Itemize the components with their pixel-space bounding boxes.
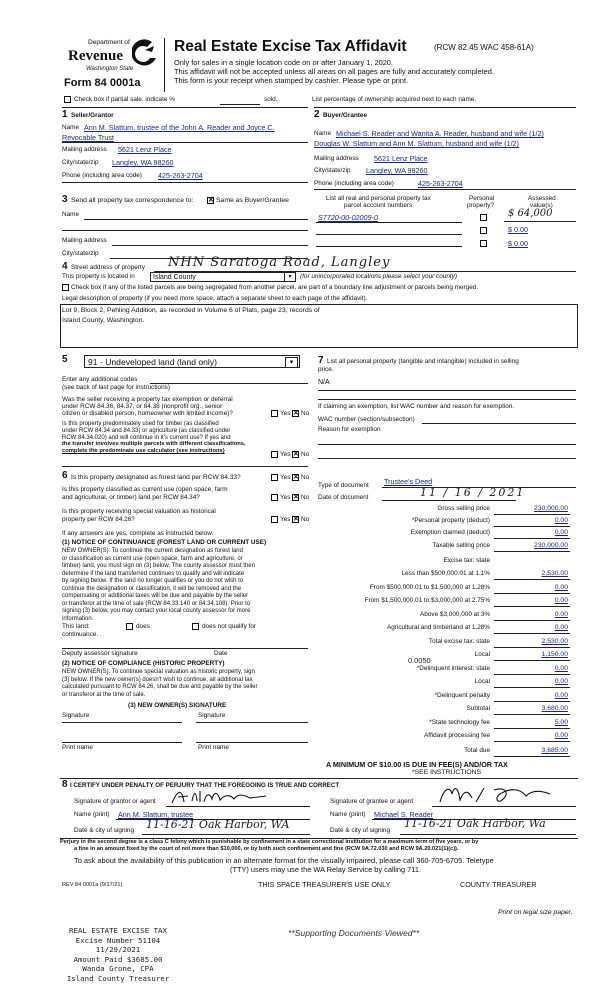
minimum-due-note: A MINIMUM OF $10.00 IS DUE IN FEE(S) AND/OR TAX xyxy=(326,760,508,769)
deputy-signature-label: Deputy assessor signature xyxy=(62,650,138,657)
q-current-use-2: and agricultural, or timber) land per RCW 84.34? xyxy=(62,494,200,501)
perjury-note-1: Perjury in the second degree is a class C felony which is punishable by confinement in a state correctional institution for a maximum term of five years, or by xyxy=(60,839,479,845)
grantor-name-label: Name (print) xyxy=(74,811,110,818)
codes-label-2: (see back of last page for instructions) xyxy=(62,384,170,391)
tax-row-value[interactable]: 3,680.00 xyxy=(541,705,568,712)
located-label: This property is located in xyxy=(62,273,135,280)
county-treasurer-label: COUNTY TREASURER xyxy=(460,880,537,889)
rcw-citation: (RCW 82.45 WAC 458-61A) xyxy=(434,43,534,52)
stamp-line: REAL ESTATE EXCISE TAX xyxy=(69,926,167,935)
boundary-checkbox[interactable] xyxy=(62,284,69,291)
treasurer-use-label: THIS SPACE TREASURER'S USE ONLY xyxy=(258,880,391,889)
grantor-name-field[interactable]: Ann M. Slattum, trustee xyxy=(118,810,194,819)
street-address-label: Street address of property xyxy=(71,264,145,271)
personal-head-1: Personal xyxy=(469,195,495,202)
buyer-name-label: Name xyxy=(314,130,332,137)
buyer-phone-label: Phone (including area code) xyxy=(314,180,394,187)
county-select[interactable] xyxy=(150,272,296,282)
timber-no-checkbox[interactable]: ✕ xyxy=(293,451,299,458)
exemption-reason-label: Reason for exemption xyxy=(318,426,381,433)
wac-number-label: WAC number (section/subsection) xyxy=(318,416,415,423)
seller-phone-label: Phone (including area code) xyxy=(62,172,142,179)
notice-line: by signing below. If the land no longer qualifies or you do not wish to xyxy=(62,578,244,584)
same-as-buyer-label: Same as Buyer/Grantee xyxy=(216,197,289,204)
tax-row-label: *Personal property (deduct) xyxy=(411,517,490,524)
personal-property-label-1: List all personal property (tangible and intangible) included in selling xyxy=(327,358,519,365)
section3-addr-label: Mailing address xyxy=(62,237,107,244)
chevron-down-icon[interactable]: ▾ xyxy=(284,273,295,281)
legal-desc-line-1: Lot 9, Block 2, Pehling Addition, as recorded in Volume 6 of Plats, page 23, records of xyxy=(62,307,320,314)
header-note-2: This affidavit will not be accepted unless all areas on all pages are fully and accurately completed. xyxy=(174,67,494,76)
seller-phone-field[interactable]: 425-263-2704 xyxy=(158,171,203,180)
tax-row-value[interactable]: 2,530.00 xyxy=(541,638,568,645)
stamp-line: Island County Treasurer xyxy=(66,973,170,983)
doc-type-label: Type of document xyxy=(318,482,369,489)
tax-row-value[interactable]: 230,000.00 xyxy=(533,505,568,512)
state-label: Washington State xyxy=(86,66,134,72)
tax-row-label: Subtotal xyxy=(466,705,490,712)
dept-label: Department of xyxy=(88,39,130,46)
notice-line: calculated pursuant to RCW 84.26, shall be due and payable by the seller xyxy=(62,684,258,690)
tax-row-label: Gross selling price xyxy=(437,505,490,512)
timber-yes-checkbox[interactable] xyxy=(271,451,278,458)
alt-format-note-1: To ask about the availability of this publication in an alternate format for the visually impaired, please call 360-705-6705. Teletype xyxy=(74,856,494,865)
ownership-note: List percentage of ownership acquired next to each name. xyxy=(312,96,477,103)
this-land-label: This land: xyxy=(62,623,90,630)
section3-city-label: City/state/zip xyxy=(62,250,99,257)
personal-property-checkbox-2[interactable] xyxy=(480,227,487,234)
owner-signature-label-1: Signature xyxy=(62,712,90,719)
continuance-label: continuance. xyxy=(62,631,99,638)
current-use-no-checkbox[interactable]: ✕ xyxy=(293,494,299,501)
q-exemption-2: under RCW 84.36, 84.37, or 84.38 (nonprofit org., senior xyxy=(62,403,223,410)
tax-row-label: Exemption claimed (deduct) xyxy=(410,529,490,536)
tax-row-value[interactable]: 0.00 xyxy=(554,692,568,699)
personal-head-2: property? xyxy=(467,202,494,209)
stamp-line: Amount Paid $3685.00 xyxy=(73,954,163,964)
certify-statement: I CERTIFY UNDER PENALTY OF PERJURY THAT THE FOREGOING IS TRUE AND CORRECT xyxy=(70,782,340,789)
tax-row-value[interactable]: 0.00 xyxy=(554,597,568,604)
see-instructions: *SEE INSTRUCTIONS xyxy=(412,769,482,776)
form-title: Real Estate Excise Tax Affidavit xyxy=(174,38,407,55)
notice-line: compensating or additional taxes will be due and payable by the seller xyxy=(62,593,249,599)
seller-name-field-2[interactable]: Revocable Trust xyxy=(62,133,114,142)
section3-label: Send all property tax correspondence to: xyxy=(71,197,194,204)
assessed-value-1[interactable]: $ 64,000 xyxy=(508,208,553,219)
grantee-signature-label: Signature of grantee or agent xyxy=(330,798,414,805)
notice-line: information. xyxy=(62,615,94,622)
forest-yes-checkbox[interactable] xyxy=(271,474,278,481)
doc-date-field[interactable]: 11 / 16 / 2021 xyxy=(420,486,526,499)
parcel-head-2: parcel account numbers xyxy=(344,202,413,209)
tax-row-label: Affidavit processing fee xyxy=(424,732,490,739)
tax-row-value[interactable]: 2,530.00 xyxy=(541,570,568,577)
codes-label-1: Enter any additional codes xyxy=(62,376,138,383)
personal-property-value[interactable]: N/A xyxy=(318,379,330,386)
land-does-not-label: does not qualify for xyxy=(202,623,256,630)
form-revision: REV 84 0001a (9/17/21) xyxy=(62,882,123,888)
land-use-select[interactable] xyxy=(84,355,300,368)
tax-row-value[interactable]: 0.00 xyxy=(554,611,568,618)
q-current-use-1: Is this property classified as current use (open space, farm xyxy=(62,486,228,493)
q-instructions: If any answers are yes, complete as instructed below. xyxy=(62,530,214,537)
tax-row-value[interactable]: 0.00 xyxy=(554,665,568,672)
boundary-label: Check box if any of the listed parcels are being segregated from another parcel, are part of a boundary line adjustment or parcels being merged. xyxy=(71,284,479,291)
tax-row-label: Taxable selling price xyxy=(432,542,490,549)
tax-row-value[interactable]: 5.00 xyxy=(554,719,568,726)
assessed-head-1: Assessed xyxy=(528,195,556,202)
supporting-docs-stamp: **Supporting Documents Viewed** xyxy=(288,928,420,938)
personal-property-checkbox-1[interactable] xyxy=(480,214,487,221)
buyer-addr-field[interactable]: 5621 Lenz Place xyxy=(374,154,428,163)
grantee-name-label: Name (print) xyxy=(330,811,366,818)
owner-signature-label-2: Signature xyxy=(198,712,226,719)
stamp-line: Excise Number 51104 xyxy=(75,935,161,945)
q-timber-5: complete the predominate use calculator (see instructions) xyxy=(62,448,225,454)
seller-addr-field[interactable]: 5621 Lenz Place xyxy=(118,145,172,154)
partial-sale-label: Check box if partial sale, indicate % xyxy=(74,96,175,103)
street-address-field[interactable]: NHN Saratoga Road, Langley xyxy=(168,255,391,270)
grantee-date-city-field[interactable]: 11-16-21 Oak Harbor, Wa xyxy=(404,817,546,830)
tax-row-label: From $500,000.01 to $1,500,000 at 1.28% xyxy=(369,584,490,591)
land-does-checkbox[interactable] xyxy=(126,623,133,630)
tax-row-label: Total due xyxy=(464,747,490,754)
forest-no-checkbox[interactable]: ✕ xyxy=(293,474,299,481)
buyer-addr-label: Mailing address xyxy=(314,155,359,162)
parcel-number-field[interactable]: S7720-00-02009-0 xyxy=(318,213,378,222)
q-timber-2: under RCW 84.34 and 84.33) or agriculture (as classified under xyxy=(62,428,231,434)
seller-name-label: Name xyxy=(62,124,80,131)
seller-addr-label: Mailing address xyxy=(62,146,107,153)
seller-heading: Seller/Grantor xyxy=(71,112,114,119)
new-owner-signature-heading: (3) NEW OWNER(S) SIGNATURE xyxy=(128,702,227,709)
q-exemption-1: Was the seller receiving a property tax exemption or deferral xyxy=(62,396,233,403)
current-use-yes-checkbox[interactable] xyxy=(271,494,278,501)
doc-type-field[interactable]: Trustee's Deed xyxy=(384,477,433,486)
partial-sale-checkbox[interactable] xyxy=(64,96,71,103)
doc-date-label: Date of document xyxy=(318,494,369,501)
tax-row-label: *State technology fee xyxy=(429,719,490,726)
notice-line: (3) below. If the new owner(s) doesn't wish to continue, all additional tax xyxy=(62,676,253,683)
exemption-yes-checkbox[interactable] xyxy=(271,410,278,417)
dor-logo-icon xyxy=(132,38,158,72)
buyer-name-field-2[interactable]: Douglas W. Slattum and Ann M. Slattum, husband and wife (1/2) xyxy=(314,139,519,148)
exemption-claim-label: If claiming an exemption, list WAC number and reason for exemption. xyxy=(318,403,515,410)
owner-print-label-2: Print name xyxy=(198,744,229,751)
historic-no-checkbox[interactable]: ✕ xyxy=(293,516,299,523)
same-as-buyer-checkbox[interactable]: ✕ xyxy=(208,197,214,204)
buyer-heading: Buyer/Grantee xyxy=(323,112,368,119)
grantor-signature[interactable] xyxy=(170,787,270,807)
header-note-3: This form is your receipt when stamped by cashier. Please type or print. xyxy=(174,76,409,85)
notice-line: signing (3) below, you may contact your local county assessor for more xyxy=(62,608,251,614)
notice-line: or transferor at the time of sale. xyxy=(62,691,146,698)
grantor-date-label: Date & city of signing xyxy=(74,827,135,834)
land-use-value: 91 - Undeveloped land (land only) xyxy=(88,357,217,367)
tax-row-label: Agricultural and timberland at 1.28% xyxy=(386,624,490,631)
grantee-name-field[interactable]: Michael S. Reader xyxy=(374,810,434,819)
q-timber-4: the transfer involves multiple parcels with different classifications, xyxy=(62,441,246,447)
land-does-label: does xyxy=(136,623,150,630)
q-historic-2: property per RCW 84.26? xyxy=(62,516,135,523)
tax-row-label: *Delinquent penalty xyxy=(434,692,490,699)
historic-yes-checkbox[interactable] xyxy=(271,516,278,523)
tax-row-label: Local xyxy=(474,651,490,658)
notice-line: or transferor at the time of sale (RCW 84.33.140 or 84.34.108). Prior to xyxy=(62,600,251,607)
perjury-note-2: a fine in an amount fixed by the court of not more than $10,000, or by both such confinement and fine (RCW 9A.72.030 and RCW 9A.20.021(1)(c)). xyxy=(74,846,459,852)
unincorporated-note: (for unincorporated locations please select your county) xyxy=(300,273,458,280)
county-value: Island County xyxy=(153,274,196,281)
tax-row-label: Total excise tax: state xyxy=(428,638,490,645)
header-note-1: Only for sales in a single location code on or after January 1, 2020. xyxy=(174,58,393,67)
notice-continuance-heading: (1) NOTICE OF CONTINUANCE (FOREST LAND OR CURRENT USE) xyxy=(62,539,267,546)
notice-line: NEW OWNER(S): To continue special valuation as historic property, sign xyxy=(62,669,255,675)
personal-property-label-2: price. xyxy=(318,366,334,373)
local-rate: 0.0050 xyxy=(408,656,431,665)
q-timber-3: RCW 84.34.020) and will continue in it's current use? If yes and xyxy=(62,435,231,441)
seller-city-label: City/state/zip xyxy=(62,159,99,166)
assessed-value-3[interactable]: $ 0.00 xyxy=(508,239,528,248)
notice-line: NEW OWNER(S): To continue the current designation as forest land xyxy=(62,548,243,554)
grantee-date-label: Date & city of signing xyxy=(330,827,391,834)
tax-row-value[interactable]: 0.00 xyxy=(554,517,568,524)
tax-row-label: From $1,500,000.01 to $3,000,000 at 2.75% xyxy=(364,597,490,604)
q-forest: Is this property designated as forest land per RCW 84.33? xyxy=(71,474,241,481)
tax-row-value[interactable]: 0.00 xyxy=(554,678,568,685)
stamp-line: Wanda Grone, CPA xyxy=(82,964,154,973)
tax-row-value[interactable]: 230,000.00 xyxy=(533,542,568,549)
seller-name-field[interactable]: Ann M. Slattum, trustee of the John A. Reader and Joyce C. xyxy=(84,123,275,132)
notice-line: timber) land, you must sign on (3) below. The county assessor must then xyxy=(62,563,255,569)
tax-row-label: Above $3,000,000 at 3% xyxy=(420,611,490,618)
personal-property-checkbox-3[interactable] xyxy=(480,240,487,247)
owner-print-label-1: Print name xyxy=(62,744,93,751)
tax-row-value[interactable]: 0.00 xyxy=(554,529,568,536)
deputy-date-label: Date xyxy=(214,650,228,657)
tax-row-value[interactable]: 0.00 xyxy=(554,624,568,631)
notice-line: continue the designation or classification, it will be removed and the xyxy=(62,585,242,592)
assessed-head-2: value(s) xyxy=(530,202,553,209)
grantor-signature-label: Signature of grantor or agent xyxy=(74,798,156,805)
tax-row-value[interactable]: 0.00 xyxy=(554,732,568,739)
tax-row-label: Less than $500,000.01 at 1.1% xyxy=(401,570,490,577)
grantor-date-city-field[interactable]: 11-16-21 Oak Harbor, WA xyxy=(146,818,290,831)
exemption-no-checkbox[interactable]: ✕ xyxy=(293,410,299,417)
q-exemption-3: citizen or disabled person, homeowner with limited income)? xyxy=(62,410,233,417)
notice-compliance-heading: (2) NOTICE OF COMPLIANCE (HISTORIC PROPERTY) xyxy=(62,660,225,667)
partial-sale-sold: sold. xyxy=(264,96,278,103)
q-historic-1: Is this property receiving special valuation as historical xyxy=(62,508,216,515)
notice-line: determine if the land transferred continues to qualify and will indicate xyxy=(62,570,245,577)
seller-city-field[interactable]: Langley, WA 98260 xyxy=(112,158,174,167)
notice-line: or classification as current use (open space, farm and agriculture, or xyxy=(62,555,243,562)
legal-desc-line-2: Island County, Washington. xyxy=(62,317,145,324)
revenue-logo-text: Revenue xyxy=(68,48,123,64)
buyer-city-label: City/state/zip xyxy=(314,167,351,174)
tax-row-label: Local xyxy=(474,678,490,685)
tax-row-label: *Delinquent interest: state xyxy=(416,665,490,672)
legal-paper-note: Print on legal size paper. xyxy=(498,909,573,916)
tax-row-value[interactable]: 3,685.00 xyxy=(541,747,568,754)
assessed-value-2[interactable]: $ 0.00 xyxy=(508,225,528,234)
buyer-name-field[interactable]: Michael S. Reader and Wanita A. Reader, husband and wife (1/2) xyxy=(336,129,544,138)
tax-row-label: Excise tax: state xyxy=(443,557,490,564)
stamp-line: 11/29/2021 xyxy=(95,945,141,954)
parcel-head-1: List all real and personal property tax xyxy=(326,195,431,202)
tax-row-value[interactable]: 0.00 xyxy=(554,584,568,591)
tax-row-value[interactable]: 1,150.00 xyxy=(541,651,568,658)
grantee-signature[interactable] xyxy=(436,784,556,806)
legal-desc-label: Legal description of property (if you need more space, attach a separate sheet to each page of the affidavit). xyxy=(62,295,368,302)
q-timber-1: Is this property predominately used for timber (as classified xyxy=(62,421,219,427)
alt-format-note-2: (TTY) users may use the WA Relay Service by calling 711. xyxy=(230,865,421,874)
land-does-not-checkbox[interactable] xyxy=(192,623,199,630)
section3-name-label: Name xyxy=(62,211,80,218)
chevron-down-icon[interactable]: ▾ xyxy=(285,357,298,368)
buyer-phone-field[interactable]: 425-263-2704 xyxy=(418,179,463,188)
form-number: Form 84 0001a xyxy=(64,77,141,89)
buyer-city-field[interactable]: Langley, WA 98260 xyxy=(366,166,428,175)
